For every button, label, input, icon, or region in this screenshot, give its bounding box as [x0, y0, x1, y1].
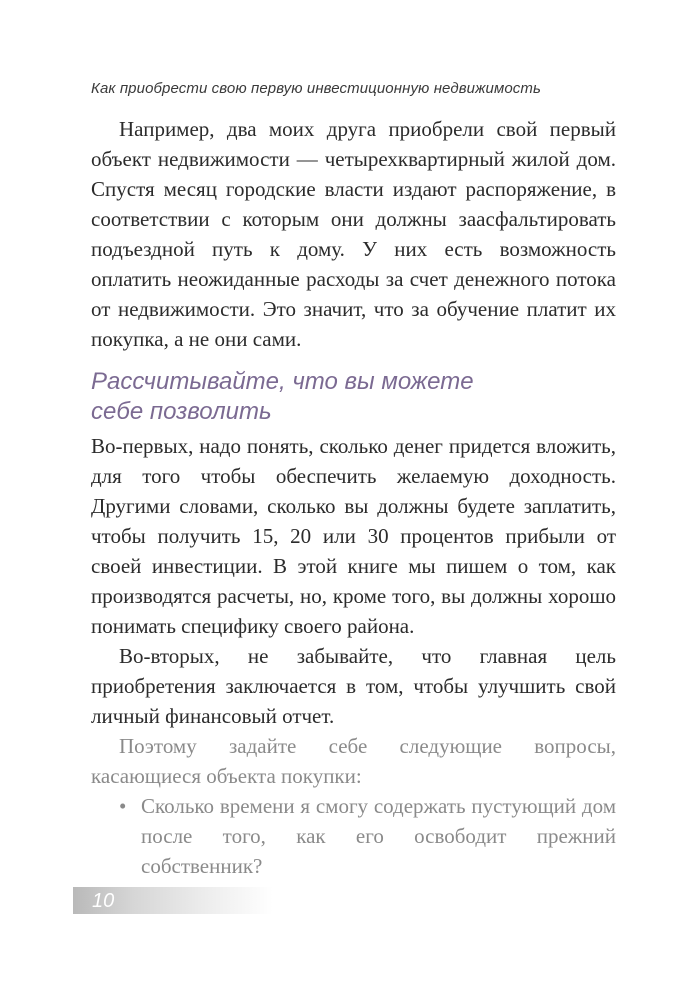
page-number: 10 — [92, 890, 115, 912]
running-header: Как приобрести свою первую инвестиционную недвижимость — [91, 80, 541, 97]
list-item — [115, 791, 616, 881]
paragraph-questions-intro: Поэтому задайте себе следующие вопросы, касающиеся объекта покупки: — [91, 734, 616, 788]
section-heading — [91, 367, 616, 427]
section-text-block — [91, 431, 616, 731]
section-heading-line-2: себе позволить — [91, 398, 272, 425]
paragraph-second-point: Во-вторых, не забывайте, что главная цель приобретения заключается в том, чтобы улучшить свой личный финансовый отчет. — [91, 644, 616, 728]
section-heading-line-1: Рассчитывайте, что вы можете — [91, 368, 474, 395]
paragraph-example-friends: Например, два моих друга приобрели свой первый объект недвижимости — четырехквартирный жилой дом. Спустя месяц городские власти издают распоряжение, в соответствии с которым они должны заасфальтировать подъездной путь к дому. У них есть возможность оплатить неожиданные расходы за счет денежного потока от недвижимости. Это значит, что за обучение платит их покупка, а не они сами. — [91, 117, 616, 351]
paragraph-first-point: Во-первых, надо понять, сколько денег придется вложить, для того чтобы обеспечить желаемую доходность. Другими словами, сколько вы должны будете заплатить, чтобы получить 15, 20 или 30 процентов прибыли от своей инвестиции. В этой книге мы пишем о том, как производятся расчеты, но, кроме того, вы должны хорошо понимать специфику своего района. — [91, 434, 616, 638]
bullet-dot-icon: • — [119, 794, 127, 818]
questions-intro-block — [91, 731, 616, 791]
questions-list — [115, 791, 616, 881]
list-item-text: Сколько времени я смогу содержать пустующий дом после того, как его освободит прежний собственник? — [141, 794, 616, 878]
intro-text-block — [91, 114, 616, 354]
